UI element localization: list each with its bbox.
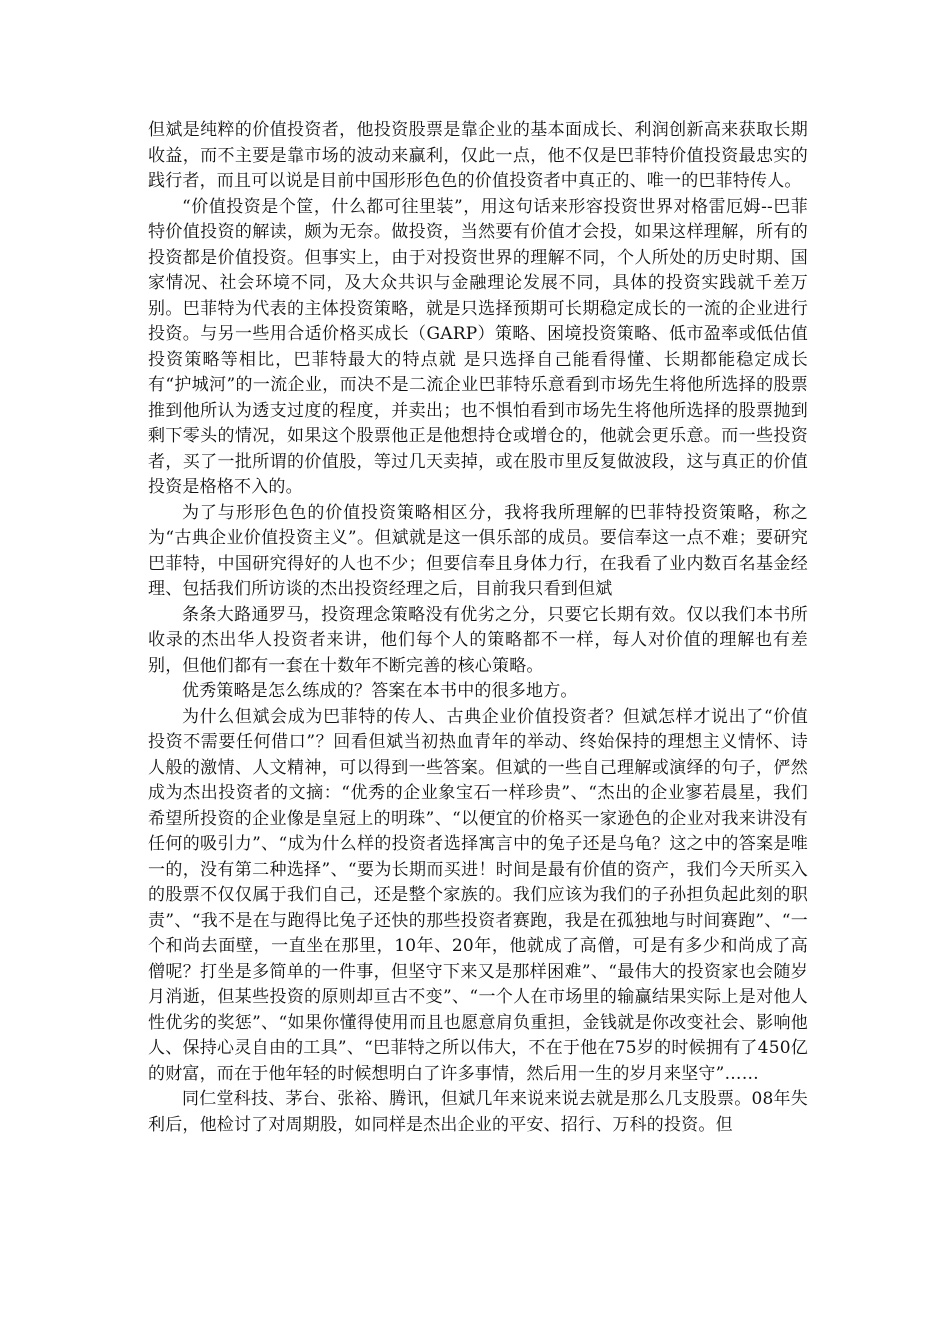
paragraph-4: 条条大路通罗马，投资理念策略没有优劣之分，只要它长期有效。仅以我们本书所收录的杰出华人投资者来讲，他们每个人的策略都不一样，每人对价值的理解也有差别，但他们都有一套在十数年不断完善的核心策略。 bbox=[148, 604, 808, 676]
paragraph-1: 但斌是纯粹的价值投资者，他投资股票是靠企业的基本面成长、利润创新高来获取长期收益，而不主要是靠市场的波动来赢利，仅此一点，他不仅是巴菲特价值投资最忠实的践行者，而且可以说是目前中国形形色色的价值投资者中真正的、唯一的巴菲特传人。 bbox=[148, 120, 808, 191]
paragraph-3: 为了与形形色色的价值投资策略相区分，我将我所理解的巴菲特投资策略，称之为“古典企业价值投资主义”。但斌就是这一俱乐部的成员。要信奉这一点不难；要研究巴菲特，中国研究得好的人也不少；但要信奉且身体力行，在我看了业内数百名基金经理、包括我们所访谈的杰出投资经理之后，目前我只看到但斌 bbox=[148, 502, 808, 599]
paragraph-6: 为什么但斌会成为巴菲特的传人、古典企业价值投资者？但斌怎样才说出了“价值投资不需要任何借口”？回看但斌当初热血青年的举动、终始保持的理想主义情怀、诗人般的激情、人文精神，可以得到一些答案。但斌的一些自己理解或演绎的句子，俨然成为杰出投资者的文摘：“优秀的企业象宝石一样珍贵”、“杰出的企业寥若晨星，我们希望所投资的企业像是皇冠上的明珠”、“以便宜的价格买一家逊色的企业对我来讲没有任何的吸引力”、“成为什么样的投资者选择寓言中的兔子还是乌龟？这之中的答案是唯一的，没有第二种选择”、“要为长期而买进！时间是最有价值的资产，我们今天所买入的股票不仅仅属于我们自己，还是整个家族的。我们应该为我们的子孙担负起此刻的职责”、“我不是在与跑得比兔子还快的那些投资者赛跑，我是在孤独地与时间赛跑”、“一个和尚去面壁，一直坐在那里，10年、20年，他就成了高僧，可是有多少和尚成了高僧呢？打坐是多简单的一件事，但坚守下来又是那样困难”、“最伟大的投资家也会随岁月消逝，但某些投资的原则却亘古不变”、“一个人在市场里的输赢结果实际上是对他人性优劣的奖惩”、“如果你懂得使用而且也愿意肩负重担，金钱就是你改变社会、影响他人、保持心灵自由的工具”、“巴菲特之所以伟大，不在于他在75岁的时候拥有了450亿的财富，而在于他年轻的时候想明白了许多事情，然后用一生的岁月来坚守”…… bbox=[148, 706, 808, 1084]
paragraph-2: “价值投资是个筐，什么都可往里装”，用这句话来形容投资世界对格雷厄姆--巴菲特价值投资的解读，颇为无奈。做投资，当然要有价值才会投，如果这样理解，所有的投资都是价值投资。但事实上，由于对投资世界的理解不同，个人所处的历史时期、国家情况、社会环境不同，及大众共识与金融理论发展不同，具体的投资实践就千差万别。巴菲特为代表的主体投资策略，就是只选择预期可长期稳定成长的一流的企业进行投资。与另一些用合适价格买成长（GARP）策略、困境投资策略、低市盈率或低估值投资策略等相比，巴菲特最大的特点就 是只选择自己能看得懂、长期都能稳定成长有“护城河”的一流企业，而决不是二流企业巴菲特乐意看到市场先生将他所选择的股票推到他所认为透支过度的程度，并卖出；也不惧怕看到市场先生将他所选择的股票抛到剩下零头的情况，如果这个股票他正是他想持仓或增仓的，他就会更乐意。而一些投资者，买了一批所谓的价值股，等过几天卖掉，或在股市里反复做波段，这与真正的价值投资是格格不入的。 bbox=[148, 196, 808, 497]
paragraph-7: 同仁堂科技、茅台、张裕、腾讯，但斌几年来说来说去就是那么几支股票。08年失利后，他检讨了对周期股，如同样是杰出企业的平安、招行、万科的投资。但 bbox=[148, 1089, 808, 1135]
paragraph-5: 优秀策略是怎么练成的？答案在本书中的很多地方。 bbox=[182, 681, 578, 701]
article-body bbox=[148, 118, 808, 1138]
